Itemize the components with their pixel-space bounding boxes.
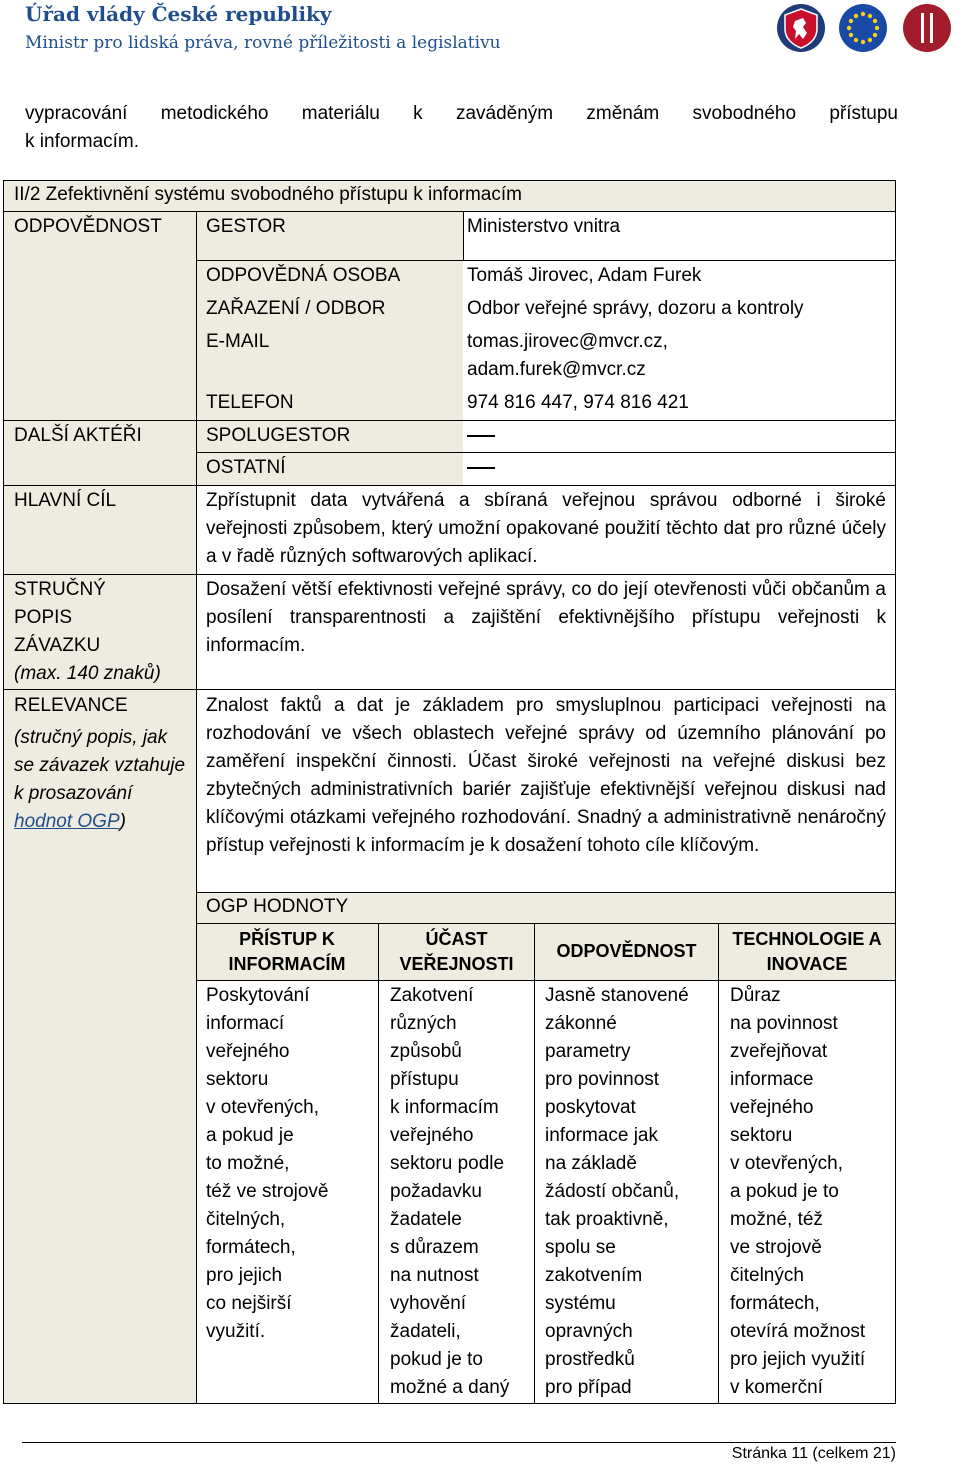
ogp-cell-line: sektoru podle xyxy=(390,1153,505,1174)
ogp-cell-line: zakotvením xyxy=(545,1265,643,1286)
ogp-values-title: OGP HODNOTY xyxy=(206,896,349,917)
empty-dash-icon xyxy=(467,467,495,469)
ogp-col-participation xyxy=(390,982,509,1402)
ogp-cell-line: ve strojově xyxy=(730,1237,822,1258)
ogp-cell-line: čitelných, xyxy=(206,1209,286,1230)
czech-lion-emblem-icon xyxy=(776,3,826,53)
intro-line-2: k informacím. xyxy=(25,131,140,152)
ogp-col-header-technology: TECHNOLOGIE A INOVACE xyxy=(732,929,882,974)
ogp-values-link[interactable]: hodnot OGP xyxy=(14,811,120,832)
ogp-col-header-access: PŘÍSTUP K INFORMACÍM xyxy=(228,929,346,974)
ogp-cell-line: a pokud je xyxy=(206,1125,294,1146)
gestor-value: Ministerstvo vnitra xyxy=(467,216,621,237)
ogp-cell-line: formátech, xyxy=(730,1293,820,1314)
ogp-cell-line: v otevřených, xyxy=(206,1097,319,1118)
email-label: E-MAIL xyxy=(206,331,270,352)
ogp-cell-line: různých xyxy=(390,1013,457,1034)
ogp-cell-line: čitelných xyxy=(730,1265,804,1286)
ogp-cell-line: co nejširší xyxy=(206,1293,292,1314)
ogp-cell-line: a pokud je to xyxy=(730,1181,839,1202)
ogp-cell-line: veřejného xyxy=(206,1041,290,1062)
other-value xyxy=(467,454,495,482)
cogestor-label: SPOLUGESTOR xyxy=(206,425,351,446)
goal-label: HLAVNÍ CÍL xyxy=(14,490,117,511)
description-label-3: ZÁVAZKU xyxy=(14,635,101,656)
ogp-cell-line: přístupu xyxy=(390,1069,459,1090)
other-label: OSTATNÍ xyxy=(206,457,286,478)
ogp-cell-line: žádostí občanů, xyxy=(545,1181,680,1202)
ogp-cell-line: žadateli, xyxy=(390,1321,461,1342)
ogp-cell-line: pro jejich xyxy=(206,1265,283,1286)
ogp-cell-line: spolu se xyxy=(545,1237,616,1258)
relevance-note-close: ) xyxy=(119,811,126,832)
ogp-col-header-accountability: ODPOVĚDNOST xyxy=(556,941,697,961)
description-label-note: (max. 140 znaků) xyxy=(14,663,161,684)
gestor-label: GESTOR xyxy=(206,216,286,237)
ogp-cell-line: zákonné xyxy=(545,1013,617,1034)
relevance-label: RELEVANCE xyxy=(14,695,128,716)
ogp-cell-line: pro jejich využití xyxy=(730,1349,866,1370)
phone-label: TELEFON xyxy=(206,392,294,413)
ogp-cell-line: možné, též xyxy=(730,1209,823,1230)
description-label-1: STRUČNÝ xyxy=(14,579,106,600)
email-value-2[interactable]: adam.furek@mvcr.cz xyxy=(467,359,646,380)
ogp-cell-line: veřejného xyxy=(730,1097,814,1118)
empty-dash-icon xyxy=(467,435,495,437)
person-label: ODPOVĚDNÁ OSOBA xyxy=(206,265,401,286)
ogp-cell-line: v otevřených, xyxy=(730,1153,843,1174)
ogp-cell-line: na základě xyxy=(545,1153,637,1174)
description-label-2: POPIS xyxy=(14,607,73,628)
footer-divider xyxy=(22,1442,896,1443)
ogp-cell-line: na povinnost xyxy=(730,1013,838,1034)
ogp-cell-line: informace jak xyxy=(545,1125,658,1146)
ogp-cell-line: sektoru xyxy=(206,1069,269,1090)
ogp-cell-line: na nutnost xyxy=(390,1265,479,1286)
minister-subtitle: Ministr pro lidská práva, rovné příležitosti a legislativu xyxy=(25,33,501,53)
email-value-1[interactable]: tomas.jirovec@mvcr.cz, xyxy=(467,331,668,352)
ogp-cell-line: Poskytování xyxy=(206,985,310,1006)
ministry-emblem-icon xyxy=(901,3,953,53)
ogp-cell-line: vyhovění xyxy=(390,1293,467,1314)
ogp-cell-line: v komerční xyxy=(730,1377,823,1398)
ogp-cell-line: pro případ xyxy=(545,1377,632,1398)
ogp-col-header-participation: ÚČAST VEŘEJNOSTI xyxy=(399,929,514,974)
page-number: Stránka 11 (celkem 21) xyxy=(731,1445,896,1462)
ogp-cell-line: Jasně stanovené xyxy=(545,985,689,1006)
ogp-cell-line: poskytovat xyxy=(545,1097,636,1118)
department-label: ZAŘAZENÍ / ODBOR xyxy=(206,298,386,319)
ogp-cell-line: informace xyxy=(730,1069,814,1090)
ogp-cell-line: žadatele xyxy=(390,1209,462,1230)
ogp-cell-line: požadavku xyxy=(390,1181,482,1202)
ogp-cell-line: tak proaktivně, xyxy=(545,1209,669,1230)
ogp-cell-line: též ve strojově xyxy=(206,1181,329,1202)
relevance-note xyxy=(14,724,189,836)
goal-text: Zpřístupnit data vytvářená a sbíraná veřejnou správou odborné i široké veřejnosti způsobem, který umožní opakované použití těchto dat pro různé účely a v řadě různých softwarových aplikací. xyxy=(206,490,886,567)
ogp-cell-line: Zakotvení xyxy=(390,985,474,1006)
ogp-cell-line: parametry xyxy=(545,1041,631,1062)
ogp-cell-line: formátech, xyxy=(206,1237,296,1258)
commitment-title: II/2 Zefektivnění systému svobodného přístupu k informacím xyxy=(14,184,522,205)
ogp-cell-line: Důraz xyxy=(730,985,781,1006)
ogp-cell-line: systému xyxy=(545,1293,616,1314)
cogestor-value xyxy=(467,422,495,450)
ogp-cell-line: k informacím xyxy=(390,1097,499,1118)
ogp-cell-line: veřejného xyxy=(390,1125,474,1146)
ogp-cell-line: pokud je to xyxy=(390,1349,483,1370)
ogp-cell-line: možné a daný xyxy=(390,1377,510,1398)
department-value: Odbor veřejné správy, dozoru a kontroly xyxy=(467,298,804,319)
phone-value: 974 816 447, 974 816 421 xyxy=(467,392,689,413)
actors-label: DALŠÍ AKTÉŘI xyxy=(14,425,142,446)
description-text: Dosažení větší efektivnosti veřejné správy, co do její otevřenosti vůči občanům a posílení transparentnosti a zajištění efektivnějšího přístupu veřejnosti k informacím. xyxy=(206,579,886,656)
ogp-cell-line: způsobů xyxy=(390,1041,462,1062)
responsibility-label: ODPOVĚDNOST xyxy=(14,216,162,237)
ogp-cell-line: zveřejňovat xyxy=(730,1041,828,1062)
ogp-cell-line: pro povinnost xyxy=(545,1069,660,1090)
ogp-cell-line: sektoru xyxy=(730,1125,793,1146)
ogp-cell-line: prostředků xyxy=(545,1349,635,1370)
intro-line-1: vypracování metodického materiálu k zaváděným změnám svobodného přístupu xyxy=(25,103,898,124)
person-value: Tomáš Jirovec, Adam Furek xyxy=(467,265,702,286)
ogp-col-accountability xyxy=(545,982,689,1402)
relevance-text: Znalost faktů a dat je základem pro smysluplnou participaci veřejnosti na rozhodování ve všech oblastech veřejné správy od územního plánování po zaměření inspekční činnosti. Účast široké veřejnosti na veřejné diskusi bez zbytečných administrativních bariér zajišťuje efektivnější veřejnou diskusi nad klíčovými otázkami veřejného rozhodování. Snadný a administrativně nenáročný přístup veřejnosti k informacím je k dosažení tohoto cíle klíčovým. xyxy=(206,695,886,856)
ogp-cell-line: to možné, xyxy=(206,1153,290,1174)
ogp-cell-line: opravných xyxy=(545,1321,633,1342)
ogp-col-access xyxy=(206,982,329,1346)
ogp-cell-line: otevírá možnost xyxy=(730,1321,866,1342)
ogp-cell-line: využití. xyxy=(206,1321,266,1342)
ogp-cell-line: informací xyxy=(206,1013,285,1034)
ogp-cell-line: s důrazem xyxy=(390,1237,479,1258)
ogp-col-technology xyxy=(730,982,865,1402)
relevance-note-text: (stručný popis, jak se závazek vztahuje k prosazování xyxy=(14,727,186,804)
eu-flag-icon xyxy=(838,3,888,53)
office-title: Úřad vlády České republiky xyxy=(25,2,332,26)
